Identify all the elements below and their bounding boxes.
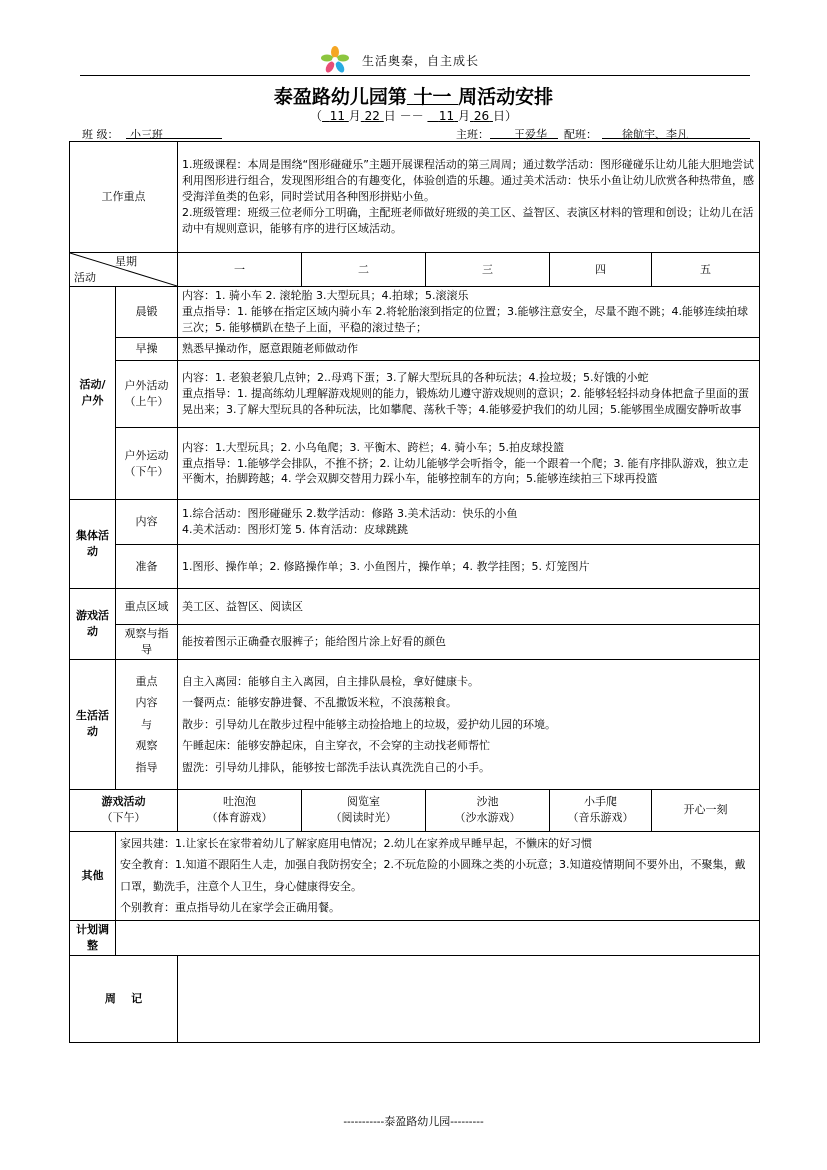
life-sub-label: 重点 内容 与 观察 指导 [116, 659, 178, 789]
life-item: 午睡起床：能够安静起床，自主穿衣，不会穿的主动找老师帮忙 [182, 739, 490, 753]
end-month: 11 [438, 109, 455, 123]
morning-exercise-content: 内容：1. 骑小车 2. 滚轮胎 3.大型玩具；4.拍球；5.滚滚乐 重点指导：1. 能够在指定区域内骑小车 2.将轮胎滚到指定的位置；3.能够注意安全，尽量不跑不跳；4.能够连续拍球三次；5. 能够横趴在垫子上面，平稳的滚过垫子； [178, 287, 760, 338]
key-area: 美工区、益智区、阅读区 [178, 589, 760, 625]
life-content [178, 659, 760, 789]
work-focus-management: 2.班级管理：班级三位老师分工明确，主配班老师做好班级的美工区、益智区、表演区材料的管理和创设；让幼儿在活动中有规则意识，能够有序的进行区域活动。 [182, 205, 754, 235]
page-footer: -----------泰盈路幼儿园--------- [343, 1115, 484, 1128]
other-label: 其他 [70, 831, 116, 920]
group-prep: 1.图形、操作单；2. 修路操作单；3. 小鱼图片，操作单；4. 教学挂图；5. 灯笼图片 [178, 545, 760, 589]
end-day: 26 [473, 109, 490, 123]
head-teacher-label: 主班： [456, 128, 489, 141]
page-title [0, 82, 827, 109]
weekday-corner-header [70, 253, 178, 287]
outdoor-am-content: 内容：1. 老狼老狼几点钟；2..母鸡下蛋；3.了解大型玩具的各种玩法；4.捡垃圾；5.好饿的小蛇 重点指导：1. 提高练幼儿理解游戏规则的能力，锻炼幼儿遵守游戏规则的意识；2. 能够轻轻抖动身体把盒子里面的蛋晃出来；3.了解大型玩具的各种玩法，比如攀爬、荡秋千等；4.能够爱护我们的幼儿园；5.能够围坐成圈安静听故事 [178, 361, 760, 428]
home-school-text: 家园共建：1.让家长在家带着幼儿了解家庭用电情况；2.幼儿在家养成早睡早起，不懒床的好习惯 [120, 837, 592, 850]
weekly-schedule-table [69, 141, 760, 1043]
weekly-notes-label: 周 记 [70, 955, 178, 1042]
morning-exercise-label: 晨锻 [116, 287, 178, 338]
life-item: 散步：引导幼儿在散步过程中能够主动捡拾地上的垃圾，爱护幼儿园的环境。 [182, 717, 556, 731]
assistant-label: 配班： [564, 128, 597, 141]
other-content [116, 831, 760, 920]
pm-game-cell: 吐泡泡 （体育游戏） [178, 789, 302, 831]
day-tuesday: 二 [302, 253, 426, 287]
day-monday: 一 [178, 253, 302, 287]
head-teacher-value: 王爱华 [514, 128, 547, 141]
morning-drill-content: 熟悉早操动作，愿意跟随老师做动作 [178, 338, 760, 361]
outdoor-pm-label: 户外运动（下午） [116, 428, 178, 500]
class-label: 班 级： [82, 128, 119, 141]
group-content-label: 内容 [116, 500, 178, 545]
start-month: 11 [329, 109, 345, 123]
work-focus-content [178, 142, 760, 253]
key-area-label: 重点区域 [116, 589, 178, 625]
safety-text: 安全教育：1.知道不跟陌生人走，加强自我防拐安全；2.不玩危险的小圆珠之类的小玩意；3.知道疫情期间不要外出，不聚集，戴口罩，勤洗手，注意个人卫生，身心健康得安全。 [120, 858, 746, 893]
pm-game-cell: 小手爬 （音乐游戏） [550, 789, 652, 831]
assistant-value: 徐航宇、李凡 [622, 128, 688, 141]
slogan: 生活奥秦，自主成长 [362, 54, 480, 68]
group-content: 1.综合活动：图形碰碰乐 2.数学活动：修路 3.美术活动：快乐的小鱼 4.美术活动：图形灯笼 5. 体育活动：皮球跳跳 [178, 500, 760, 545]
plan-adjust-label: 计划调整 [70, 920, 116, 955]
plan-adjust-content [116, 920, 760, 955]
weekly-notes-content [178, 955, 760, 1042]
observe-label: 观察与指导 [116, 625, 178, 660]
life-item: 盥洗：引导幼儿排队，能够按七部洗手法认真洗洗自己的小手。 [182, 760, 490, 774]
week-number: 十一 [413, 86, 452, 108]
personal-text: 个别教育：重点指导幼儿在家学会正确用餐。 [120, 901, 340, 915]
group-activity-label: 集体活动 [70, 500, 116, 589]
morning-drill-label: 早操 [116, 338, 178, 361]
activity-label: 活动 [74, 271, 96, 285]
observe-content: 能按着图示正确叠衣服裤子；能给图片涂上好看的颜色 [178, 625, 760, 660]
day-wednesday: 三 [426, 253, 550, 287]
day-friday: 五 [652, 253, 760, 287]
day-thursday: 四 [550, 253, 652, 287]
pm-game-cell: 沙池 （沙水游戏） [426, 789, 550, 831]
class-value: 小三班 [130, 128, 163, 141]
game-activity-label: 游戏活动 [70, 589, 116, 660]
work-focus-label: 工作重点 [70, 142, 178, 253]
week-label: 星期 [115, 255, 137, 268]
life-item: 自主入离园：能够自主入离园，自主排队晨检，拿好健康卡。 [182, 674, 479, 688]
pm-game-label: 游戏活动 （下午） [70, 789, 178, 831]
pm-game-cell: 开心一刻 [652, 789, 760, 831]
header-divider [80, 75, 750, 76]
life-activity-label: 生活活动 [70, 659, 116, 789]
work-focus-course: 1.班级课程：本周是围绕“图形碰碰乐”主题开展课程活动的第三周周；通过数学活动：图形碰碰乐让幼儿能大胆地尝试利用图形进行组合，发现图形组合的有趣变化，体验创造的乐趣。通过美术活动：快乐小鱼让幼儿欣赏各种热带鱼，感受海洋鱼类的色彩，同时尝试用各种图形拼贴小鱼。 [182, 158, 754, 204]
date-range: （ 11 月 22 日 －－ 11 月 26 日） [310, 109, 517, 123]
sports-section-label: 活动/户外 [70, 287, 116, 500]
kindergarten-logo-icon [320, 45, 350, 75]
outdoor-pm-content: 内容：1.大型玩具；2. 小乌龟爬；3. 平衡木、跨栏；4. 骑小车；5.拍皮球投篮 重点指导：1.能够学会排队，不推不挤；2. 让幼儿能够学会听指令，能一个跟着一个爬；3. 能有序排队游戏，独立走平衡木，抬脚跨越；4. 学会双脚交替用力踩小车，能够控制车的方向；5.能够连续拍三下球再投篮 [178, 428, 760, 500]
start-day: 22 [364, 109, 380, 123]
outdoor-am-label: 户外活动（上午） [116, 361, 178, 428]
title-prefix: 泰盈路幼儿园第 [273, 86, 407, 108]
pm-game-cell: 阅览室 （阅读时光） [302, 789, 426, 831]
life-item: 一餐两点：能够安静进餐、不乱撒饭米粒，不浪荡粮食。 [182, 696, 457, 710]
title-suffix: 周活动安排 [458, 86, 554, 108]
group-prep-label: 准备 [116, 545, 178, 589]
